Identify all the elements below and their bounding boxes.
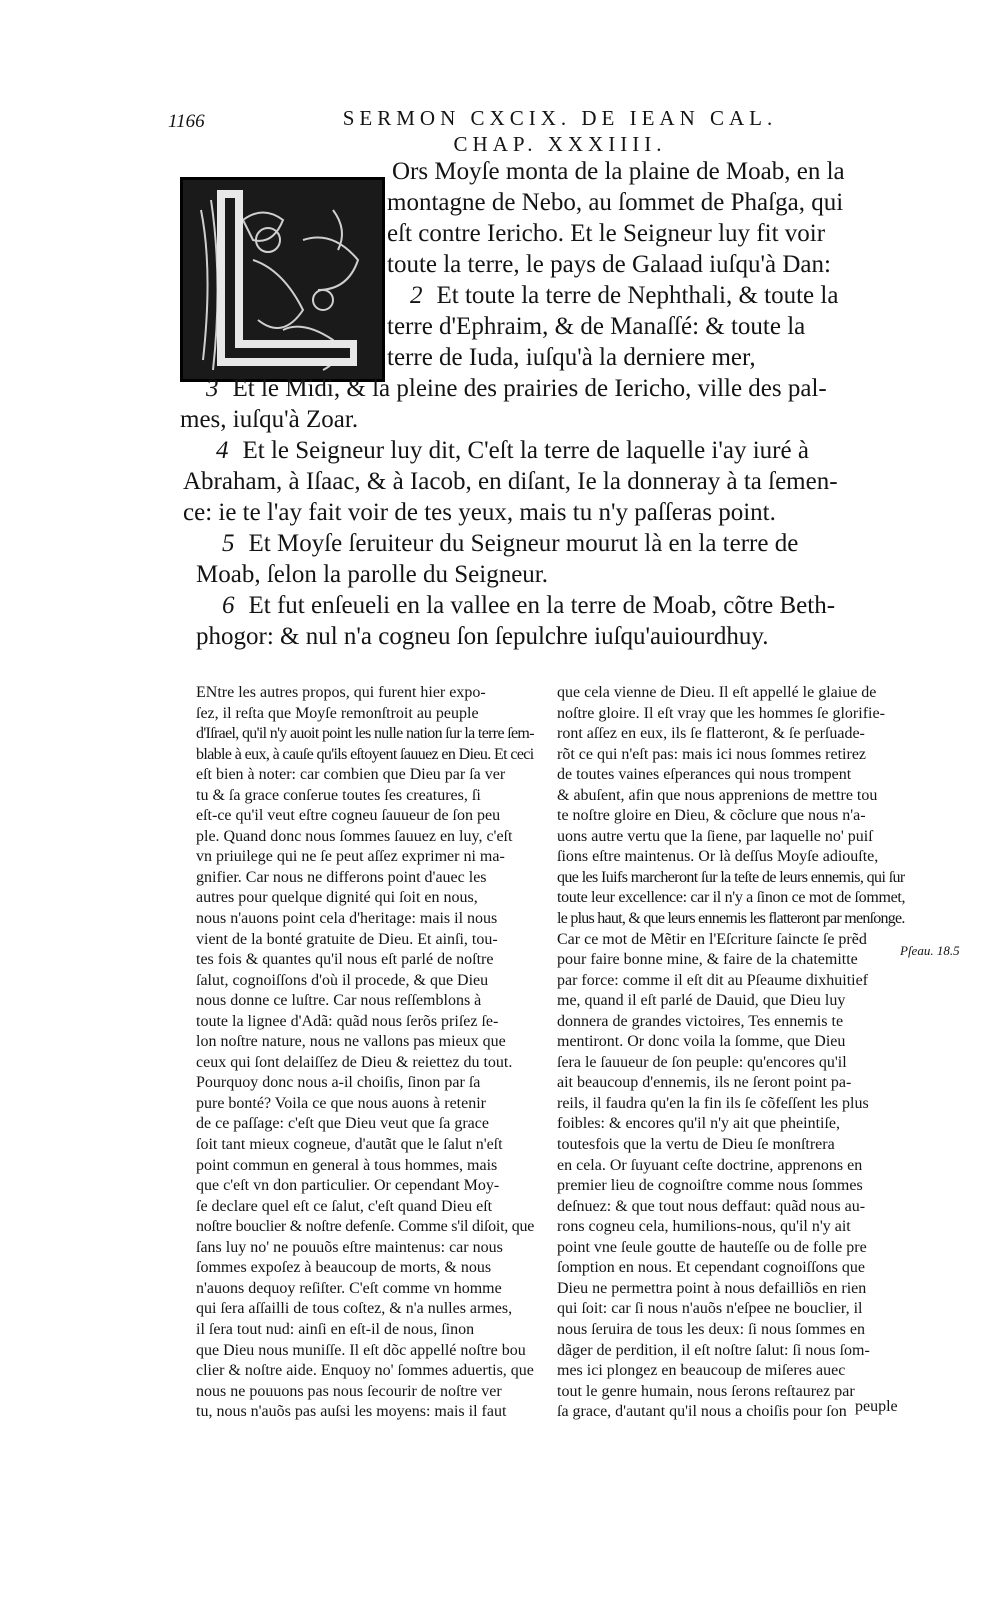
verse-number: 4 <box>216 437 229 464</box>
text-line: blable à eux, à cauſe qu'ils eſtoyent ſauuez en Dieu. Et ceci <box>196 745 534 763</box>
text-line: tout le genre humain, nous ſerons reſtaurez par <box>557 1382 855 1400</box>
verse-2 <box>410 281 838 312</box>
page-number: 1166 <box>168 111 205 132</box>
margin-note: Pſeau. 18.5 <box>900 943 960 958</box>
text-line: eſt bien à noter: car combien que Dieu par ſa ver <box>196 766 506 784</box>
text-line: en cela. Or ſuyuant ceſte doctrine, apprenons en <box>557 1156 863 1174</box>
text-line: tu & ſa grace conſerue toutes ſes creatures, ſi <box>196 786 481 804</box>
text-line: ſans luy no' ne pouuõs eſtre maintenus: car nous <box>196 1238 503 1256</box>
text-line: nous ſeruira de tous les deux: ſi nous ſommes en <box>557 1320 865 1338</box>
verse-line: phogor: & nul n'a cogneu ſon ſepulchre iuſqu'auiourdhuy. <box>196 623 769 650</box>
verse-line: montagne de Nebo, au ſommet de Phaſga, qui <box>387 189 844 216</box>
text-line: pure bonté? Voila ce que nous auons à retenir <box>196 1094 486 1112</box>
text-line: ront aſſez en eux, ils ſe flatteront, & ſe perſuade- <box>557 725 865 743</box>
verse-5 <box>222 529 798 560</box>
text-line: il ſera tout nud: ainſi en eſt-il de nous, ſinon <box>196 1320 475 1338</box>
text-line: de toutes vaines eſperances qui nous trompent <box>557 766 852 784</box>
text-line: point commun en general à tous hommes, mais <box>196 1156 498 1174</box>
verse-line: Et fut enſeueli en la vallee en la terre de Moab, cõtre Beth- <box>248 592 836 619</box>
text-line: ſa grace, d'autant qu'il nous a choiſis pour ſon <box>557 1403 847 1421</box>
text-line: par force: comme il eſt dit au Pſeaume dixhuitief <box>557 971 869 989</box>
text-line: d'Iſrael, qu'il n'y auoit point les nulle nation ſur la terre ſem- <box>196 725 534 743</box>
text-line: Dieu ne permettra point à nous defailliõs en rien <box>557 1279 867 1297</box>
text-line: rõt ce qui n'eſt pas: mais ici nous ſommes retirez <box>557 745 867 763</box>
commentary-right-column <box>557 683 905 1423</box>
text-line: dãger de perdition, il eſt noſtre ſalut: ſi nous ſom- <box>557 1341 870 1359</box>
verse-1 <box>392 157 845 188</box>
text-line: deſnuez: & que tout nous deffaut: quãd nous au- <box>557 1197 866 1215</box>
verse-line: Et le Midi, & la pleine des prairies de Iericho, ville des pal- <box>232 375 827 402</box>
text-line: n'auons dequoy reſiſter. C'eſt comme vn homme <box>196 1279 502 1297</box>
verse-number: 2 <box>410 282 423 309</box>
text-line: ſalut, cognoiſſons d'où il procede, & que Dieu <box>196 971 489 989</box>
text-line: me, quand il eſt parlé de Dauid, que Dieu luy <box>557 992 846 1010</box>
text-line: eſt-ce qu'il veut eſtre cogneu ſauueur de ſon peu <box>196 807 501 825</box>
text-line: ENtre les autres propos, qui furent hier expo- <box>196 684 486 701</box>
text-line: ſions eſtre maintenus. Or là deſſus Moyſe adiouſte, <box>557 848 879 866</box>
text-line: ſoit tant mieux cogneue, d'autãt que le ſalut n'eſt <box>196 1136 503 1154</box>
text-line: & abuſent, afin que nous apprenions de mettre tou <box>557 786 878 804</box>
chapter-heading: CHAP. XXXIIII. <box>453 132 667 156</box>
text-line: rons cogneu cela, humilions-nous, qu'il n'y ait <box>557 1218 851 1236</box>
text-line: qui ſoit: car ſi nous n'auõs n'eſpee ne bouclier, il <box>557 1300 863 1318</box>
text-line: que les Iuifs marcheront ſur la teſte de leurs ennemis, qui ſur <box>557 868 905 886</box>
text-line: ſommes expoſez à beaucoup de morts, & nous <box>196 1259 492 1277</box>
commentary-left-column <box>196 683 534 1423</box>
verse-number: 5 <box>222 530 235 557</box>
text-line: vn priuilege qui ne ſe peut aſſez exprimer ni ma- <box>196 848 505 866</box>
text-line: noſtre gloire. Il eſt vray que les hommes ſe glorifie- <box>557 704 885 722</box>
text-line: noſtre bouclier & noſtre defenſe. Comme s'il diſoit, que <box>196 1218 534 1236</box>
text-line: nous donne ce luſtre. Car nous reſſemblons à <box>196 992 482 1010</box>
text-line: toute la lignee d'Adã: quãd nous ſerõs priſez ſe- <box>196 1012 499 1030</box>
text-line: ait beaucoup d'ennemis, ils ne ſeront point pa- <box>557 1074 852 1092</box>
verse-line: Et Moyſe ſeruiteur du Seigneur mourut là en la terre de <box>248 530 799 557</box>
text-line: qui ſera aſſailli de tous coſtez, & n'a nulles armes, <box>196 1300 513 1318</box>
verse-6 <box>222 591 835 622</box>
text-line: toutesfois que la vertu de Dieu ſe monſtrera <box>557 1136 835 1154</box>
verse-line: terre d'Ephraim, & de Manaſſé: & toute la <box>387 313 806 340</box>
verse-line: terre de Iuda, iuſqu'à la derniere mer, <box>387 344 756 371</box>
verse-line: Et le Seigneur luy dit, C'eſt la terre de laquelle i'ay iuré à <box>242 437 809 464</box>
historiated-initial-icon <box>180 177 385 382</box>
text-line: nous n'auons point cela d'heritage: mais il nous <box>196 910 498 928</box>
text-line: ſera le ſauueur de ſon peuple: qu'encores qu'il <box>557 1053 847 1071</box>
verse-3 <box>206 374 827 405</box>
verse-number: 3 <box>206 375 219 402</box>
text-line: uons autre vertu que la ſiene, par laquelle no' puiſ <box>557 827 873 845</box>
verse-line: ce: ie te l'ay fait voir de tes yeux, mais tu n'y paſſeras point. <box>183 499 776 526</box>
verse-line: Et toute la terre de Nephthali, & toute la <box>436 282 839 309</box>
text-line: tu, nous n'auõs pas auſsi les moyens: mais il faut <box>196 1403 507 1421</box>
verse-line: toute la terre, le pays de Galaad iuſqu'à Dan: <box>387 251 831 278</box>
text-line: ple. Quand donc nous ſommes ſauuez en luy, c'eſt <box>196 827 513 845</box>
text-line: ceux qui ſont delaiſſez de Dieu & reiettez du tout. <box>196 1053 513 1071</box>
text-line: vient de la bonté gratuite de Dieu. Et ainſi, tou- <box>196 930 498 948</box>
verse-line: Moab, ſelon la parolle du Seigneur. <box>196 561 549 588</box>
text-line: foibles: & encores qu'il n'y ait que pheintiſe, <box>557 1115 841 1133</box>
text-line: Car ce mot de Mẽtir en l'Eſcriture ſaincte ſe prẽd <box>557 930 867 948</box>
text-line: reils, il faudra qu'en la fin ils ſe cõfeſſent les plus <box>557 1094 869 1112</box>
running-head <box>300 105 820 157</box>
text-line: toute leur excellence: car il n'y a ſinon ce mot de ſommet, <box>557 889 905 907</box>
text-line: nous ne pouuons pas nous ſecourir de noſtre ver <box>196 1382 502 1400</box>
text-line: gnifier. Car nous ne differons point d'auec les <box>196 868 487 886</box>
text-line: que cela vienne de Dieu. Il eſt appellé le glaiue de <box>557 684 877 701</box>
text-line: de ce paſſage: c'eſt que Dieu veut que ſa grace <box>196 1115 489 1133</box>
text-line: que Dieu nous muniſſe. Il eſt dõc appellé noſtre bou <box>196 1341 526 1359</box>
text-line: que c'eſt vn don particulier. Or cependant Moy- <box>196 1177 500 1195</box>
verse-line: Ors Moyſe monta de la plaine de Moab, en la <box>392 158 845 185</box>
verse-line: Abraham, à Iſaac, & à Iacob, en diſant, Ie la donneray à ta ſemen- <box>183 468 838 495</box>
running-title: SERMON CXCIX. DE IEAN CAL. <box>342 106 778 130</box>
text-line: le plus haut, & que leurs ennemis les flatteront par menſonge. <box>557 910 905 928</box>
verse-line: eſt contre Iericho. Et le Seigneur luy fit voir <box>387 220 826 247</box>
text-line: premier lieu de cognoiſtre comme nous ſommes <box>557 1177 863 1195</box>
text-line: autres pour quelque dignité qui ſoit en nous, <box>196 889 478 907</box>
verse-line: mes, iuſqu'à Zoar. <box>180 406 359 433</box>
text-line: mes ici plongez en beaucoup de miſeres auec <box>557 1362 846 1380</box>
text-line: Pourquoy donc nous a-il choiſis, ſinon par ſa <box>196 1074 481 1092</box>
text-line: point vne ſeule goutte de hauteſſe ou de folle pre <box>557 1238 867 1256</box>
text-line: pour faire bonne mine, & faire de la chatemitte <box>557 951 858 969</box>
text-line: te noſtre gloire en Dieu, & cõclure que nous n'a- <box>557 807 866 825</box>
catchword: peuple <box>855 1398 898 1415</box>
text-line: clier & noſtre aide. Enquoy no' ſommes aduertis, que <box>196 1362 534 1380</box>
text-line: tes fois & quantes qu'il nous eſt parlé de noſtre <box>196 951 494 969</box>
text-line: lon noſtre nature, nous ne vallons pas mieux que <box>196 1033 506 1051</box>
text-line: ſez, il reſta que Moyſe remonſtroit au peuple <box>196 704 479 722</box>
text-line: donnera de grandes victoires, Tes ennemis te <box>557 1012 844 1030</box>
text-line: ſe declare quel eſt ce ſalut, c'eſt quand Dieu eſt <box>196 1197 493 1215</box>
text-line: mentiront. Or donc voila la ſomme, que Dieu <box>557 1033 846 1051</box>
verse-4 <box>216 436 809 467</box>
text-line: ſomption en nous. Et cependant cognoiſſons que <box>557 1259 865 1277</box>
verse-number: 6 <box>222 592 235 619</box>
